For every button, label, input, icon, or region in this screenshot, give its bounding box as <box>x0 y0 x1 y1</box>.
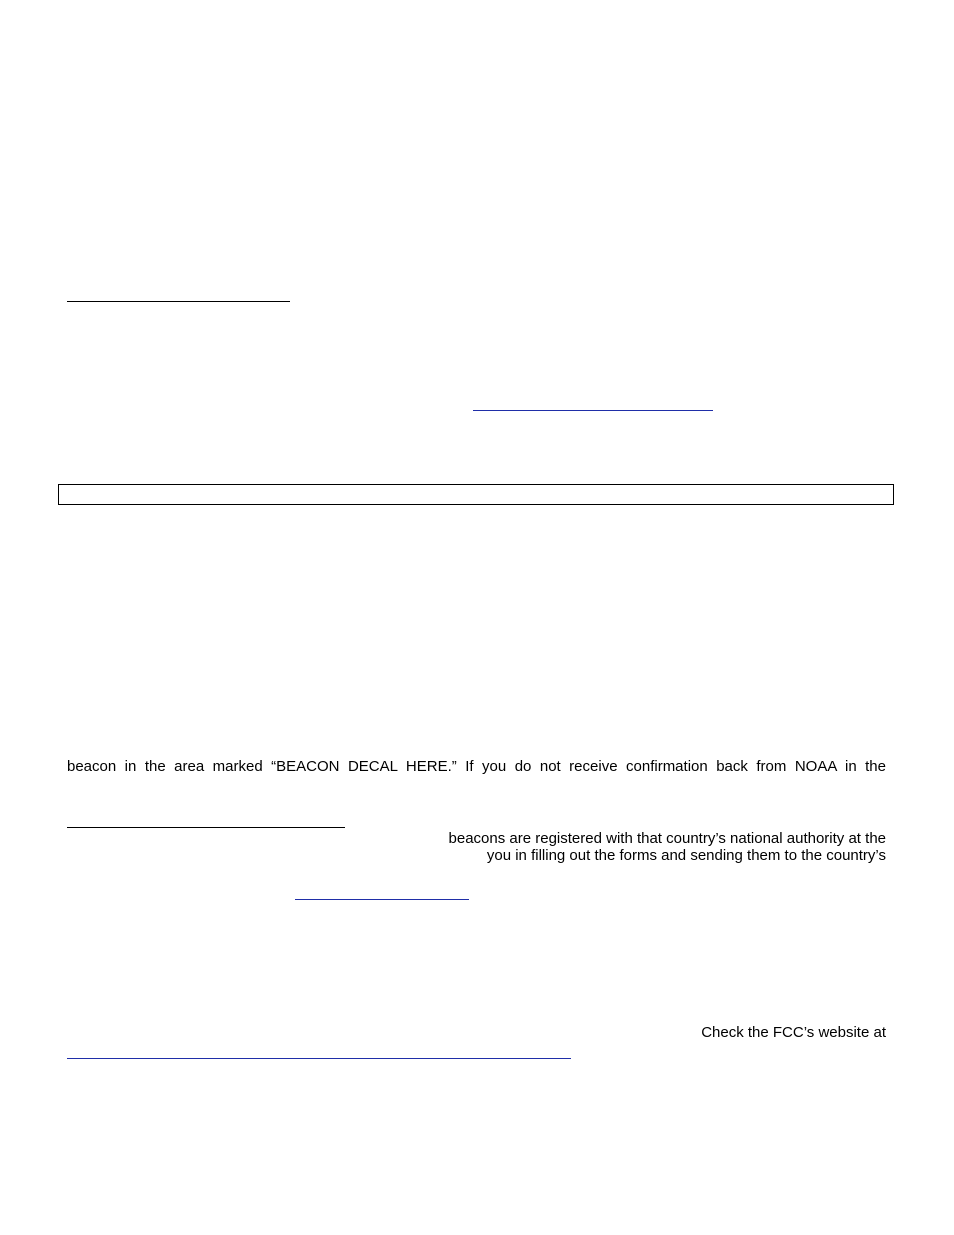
link-underline-2[interactable] <box>295 899 469 900</box>
registered-text-line: beacons are registered with that country’s national authority at the <box>448 830 886 847</box>
heading-underline-1 <box>67 301 290 302</box>
notice-box <box>58 484 894 505</box>
decal-text-line: beacon in the area marked “BEACON DECAL HERE.” If you do not receive confirmation back from NOAA in the <box>67 758 886 775</box>
fcc-text-line: Check the FCC’s website at <box>701 1024 886 1041</box>
link-underline-1[interactable] <box>473 410 713 411</box>
fcc-link-underline[interactable] <box>67 1058 571 1059</box>
forms-text-line: you in filling out the forms and sending them to the country’s <box>486 847 886 864</box>
heading-underline-2 <box>67 827 345 828</box>
